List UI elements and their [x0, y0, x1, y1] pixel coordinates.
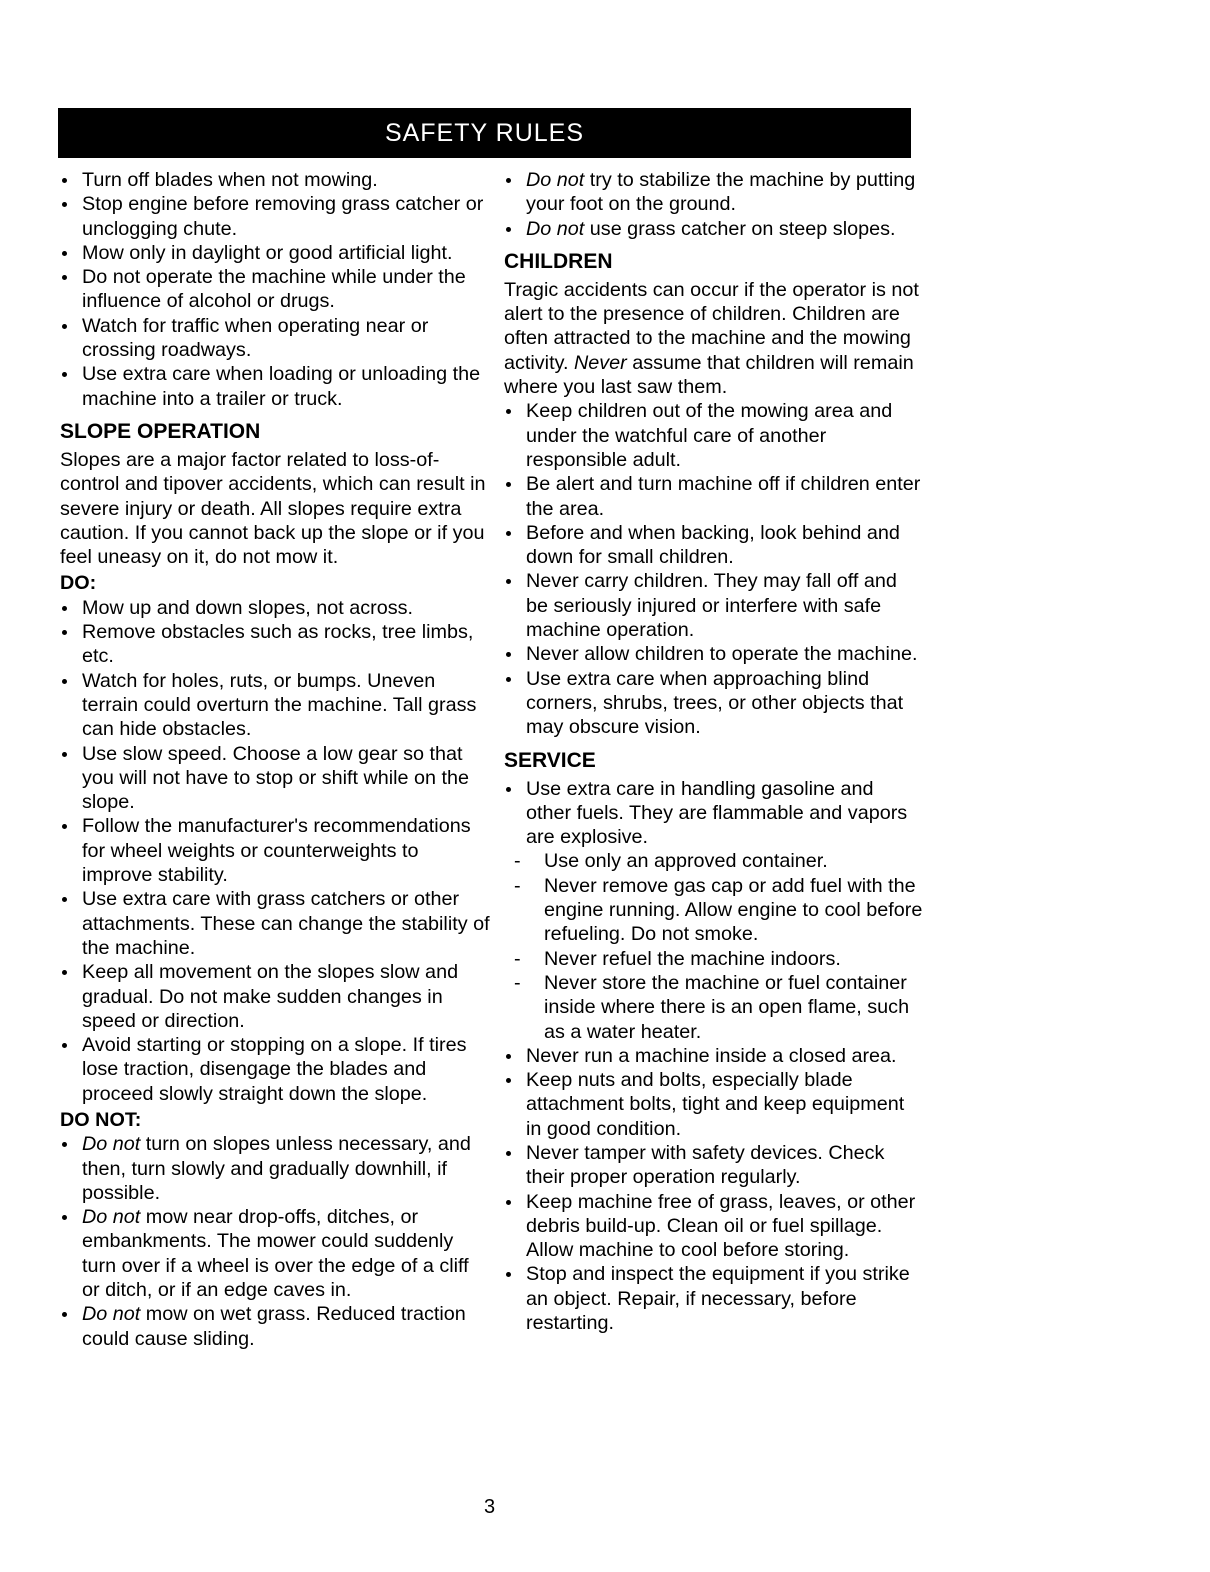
- list-item: Avoid starting or stopping on a slope. If tires lose traction, disengage the blades and proceed slowly straight down the slope.: [60, 1033, 490, 1106]
- list-item: Remove obstacles such as rocks, tree limbs, etc.: [60, 620, 490, 669]
- list-item: Mow up and down slopes, not across.: [60, 596, 490, 620]
- list-item: Before and when backing, look behind and down for small children.: [504, 521, 924, 570]
- list-item: Watch for holes, ruts, or bumps. Uneven terrain could overturn the machine. Tall grass can hide obstacles.: [60, 669, 490, 742]
- list-item: Be alert and turn machine off if children enter the area.: [504, 472, 924, 521]
- service-list: [504, 777, 924, 1336]
- list-item: Never run a machine inside a closed area.: [504, 1044, 924, 1068]
- sub-list-item: - Never refuel the machine indoors.: [504, 947, 924, 971]
- do-list: [60, 596, 490, 1106]
- sub-list-item: - Use only an approved container.: [504, 849, 924, 873]
- list-item: Use extra care with grass catchers or other attachments. These can change the stability of the machine.: [60, 887, 490, 960]
- do-not-prefix: Do not: [526, 217, 585, 240]
- children-heading: CHILDREN: [504, 249, 613, 273]
- do-not-prefix: Do not: [82, 1206, 141, 1229]
- children-paragraph-text: Tragic accidents can occur if the operator is not alert to the presence of children. Children are often attracted to the machine and the mowing activity.: [504, 278, 919, 374]
- list-item: Never carry children. They may fall off and be seriously injured or interfere with safe machine operation.: [504, 569, 924, 642]
- children-list: [504, 399, 924, 739]
- do-not-list: [60, 1132, 490, 1351]
- list-item: Stop engine before removing grass catcher or unclogging chute.: [60, 192, 490, 241]
- sub-list-item: - Never remove gas cap or add fuel with the engine running. Allow engine to cool before refueling. Do not smoke.: [504, 874, 924, 947]
- children-paragraph: [504, 278, 924, 399]
- list-item: Use slow speed. Choose a low gear so that you will not have to stop or shift while on the slope.: [60, 742, 490, 815]
- list-item-text: mow on wet grass. Reduced traction could cause sliding.: [82, 1303, 466, 1350]
- section-banner: [58, 108, 911, 158]
- list-item: Use extra care when approaching blind corners, shrubs, trees, or other objects that may obscure vision.: [504, 667, 924, 740]
- list-item-text: mow near drop-offs, ditches, or embankments. The mower could suddenly turn over if a wheel is over the edge of a cliff or ditch, or if an edge caves in.: [82, 1206, 469, 1302]
- never-word: Never: [573, 351, 627, 374]
- left-column: [60, 168, 490, 1351]
- list-item: Never allow children to operate the machine.: [504, 642, 924, 666]
- slope-operation-heading: SLOPE OPERATION: [60, 419, 261, 443]
- list-item: Watch for traffic when operating near or crossing roadways.: [60, 314, 490, 363]
- list-item: [504, 777, 924, 1044]
- list-item: Keep machine free of grass, leaves, or other debris build-up. Clean oil or fuel spillage. Allow machine to cool before storing.: [504, 1190, 924, 1263]
- children-paragraph-end: assume that children will remain where you last saw them.: [504, 351, 914, 399]
- list-item: [60, 1205, 490, 1302]
- list-item: Keep nuts and bolts, especially blade attachment bolts, tight and keep equipment in good condition.: [504, 1068, 924, 1141]
- list-item-text: use grass catcher on steep slopes.: [589, 217, 896, 240]
- list-item: Follow the manufacturer's recommendations for wheel weights or counterweights to improve stability.: [60, 814, 490, 887]
- do-not-continued-list: [504, 168, 924, 241]
- list-item: Keep children out of the mowing area and under the watchful care of another responsible adult.: [504, 399, 924, 472]
- list-item: [504, 168, 924, 217]
- list-item-text: turn on slopes unless necessary, and then, turn slowly and gradually downhill, if possible.: [82, 1133, 471, 1204]
- do-not-prefix: Do not: [526, 169, 585, 191]
- list-item: Do not operate the machine while under the influence of alcohol or drugs.: [60, 265, 490, 314]
- list-item: [60, 1132, 490, 1205]
- list-item: [504, 217, 924, 241]
- slope-operation-paragraph: Slopes are a major factor related to loss-of-control and tipover accidents, which can result in severe injury or death. All slopes require extra caution. If you cannot back up the slope or if you feel uneasy on it, do not mow it.: [60, 448, 486, 569]
- right-column: [504, 168, 924, 1335]
- do-not-prefix: Do not: [82, 1133, 141, 1156]
- fuel-sublist: [504, 849, 924, 1043]
- do-not-prefix: Do not: [82, 1303, 141, 1326]
- list-item-text: Use extra care in handling gasoline and other fuels. They are flammable and vapors are explosive.: [526, 777, 908, 849]
- list-item-text: try to stabilize the machine by putting your foot on the ground.: [526, 169, 916, 216]
- sub-list-item: - Never store the machine or fuel container inside where there is an open flame, such as a water heater.: [504, 971, 924, 1044]
- list-item: Never tamper with safety devices. Check their proper operation regularly.: [504, 1141, 924, 1190]
- list-item: Use extra care when loading or unloading the machine into a trailer or truck.: [60, 362, 490, 411]
- general-rules-list: [60, 168, 490, 411]
- list-item: Mow only in daylight or good artificial light.: [60, 241, 490, 265]
- do-not-label: DO NOT:: [60, 1108, 142, 1131]
- list-item: Keep all movement on the slopes slow and gradual. Do not make sudden changes in speed or direction.: [60, 960, 490, 1033]
- list-item: Stop and inspect the equipment if you strike an object. Repair, if necessary, before restarting.: [504, 1262, 924, 1335]
- page-number: 3: [484, 1496, 496, 1518]
- banner-title: SAFETY RULES: [384, 118, 585, 147]
- service-heading: SERVICE: [504, 748, 596, 772]
- list-item: Turn off blades when not mowing.: [60, 168, 490, 192]
- do-label: DO:: [60, 572, 97, 595]
- list-item: [60, 1302, 490, 1351]
